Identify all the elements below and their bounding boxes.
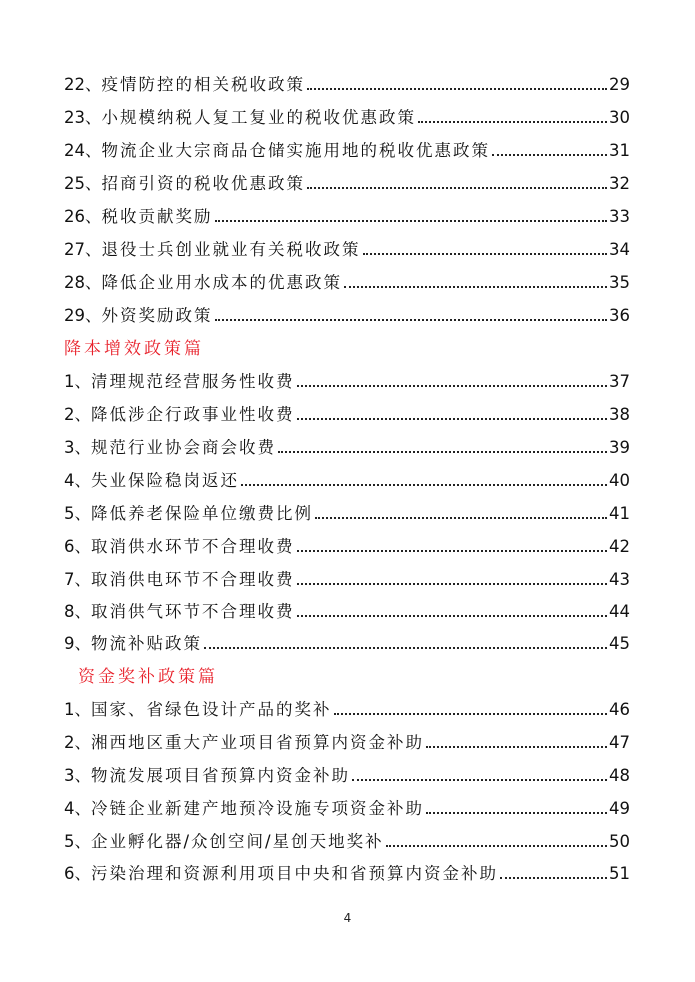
- entry-page: 32: [609, 174, 630, 193]
- dot-leader: [297, 418, 608, 420]
- entry-number: 3、: [64, 766, 91, 785]
- dot-leader: [426, 812, 607, 814]
- entry-title: 外资奖励政策: [101, 306, 213, 325]
- dot-leader: [297, 615, 608, 617]
- entry-page: 39: [609, 438, 630, 457]
- entry-number: 9、: [64, 634, 91, 653]
- entry-page: 40: [609, 471, 630, 490]
- toc-entry[interactable]: [64, 829, 630, 855]
- toc-entry[interactable]: [64, 303, 630, 329]
- entry-title: 国家、省绿色设计产品的奖补: [91, 700, 332, 719]
- entry-number: 1、: [64, 700, 91, 719]
- entry-title: 退役士兵创业就业有关税收政策: [101, 240, 361, 259]
- dot-leader: [418, 121, 607, 123]
- entry-title: 疫情防控的相关税收政策: [101, 75, 305, 94]
- entry-page: 44: [609, 602, 630, 621]
- dot-leader: [297, 583, 608, 585]
- entry-page: 50: [609, 832, 630, 851]
- entry-number: 27、: [64, 240, 102, 259]
- dot-leader: [307, 187, 607, 189]
- page-number: 4: [343, 911, 352, 925]
- entry-title: 小规模纳税人复工复业的税收优惠政策: [101, 108, 416, 127]
- toc-entry[interactable]: [64, 730, 630, 756]
- entry-number: 24、: [64, 141, 102, 160]
- entry-number: 2、: [64, 733, 91, 752]
- entry-title: 清理规范经营服务性收费: [91, 372, 295, 391]
- entry-page: 42: [609, 537, 630, 556]
- entry-number: 28、: [64, 273, 102, 292]
- dot-leader: [215, 220, 608, 222]
- entry-page: 47: [609, 733, 630, 752]
- entry-page: 29: [609, 75, 630, 94]
- entry-title: 降低养老保险单位缴费比例: [91, 504, 313, 523]
- dot-leader: [426, 746, 607, 748]
- entry-title: 失业保险稳岗返还: [91, 471, 239, 490]
- dot-leader: [363, 253, 608, 255]
- entry-title: 招商引资的税收优惠政策: [101, 174, 305, 193]
- entry-page: 48: [609, 766, 630, 785]
- dot-leader: [315, 517, 607, 519]
- toc-entry[interactable]: [64, 763, 630, 789]
- dot-leader: [297, 385, 608, 387]
- entry-number: 29、: [64, 306, 102, 325]
- entry-number: 8、: [64, 602, 91, 621]
- entry-number: 4、: [64, 471, 91, 490]
- entry-title: 税收贡献奖励: [101, 207, 213, 226]
- dot-leader: [297, 550, 608, 552]
- entry-number: 6、: [64, 537, 91, 556]
- dot-leader: [492, 154, 607, 156]
- toc-entry[interactable]: [64, 171, 630, 197]
- entry-title: 企业孵化器/众创空间/星创天地奖补: [91, 832, 384, 851]
- entry-title: 取消供气环节不合理收费: [91, 602, 295, 621]
- entry-title: 取消供电环节不合理收费: [91, 570, 295, 589]
- toc-entry[interactable]: [64, 534, 630, 560]
- toc-entry[interactable]: [64, 402, 630, 428]
- dot-leader: [241, 484, 607, 486]
- entry-number: 4、: [64, 799, 91, 818]
- entry-number: 26、: [64, 207, 102, 226]
- entry-number: 2、: [64, 405, 91, 424]
- entry-number: 5、: [64, 504, 91, 523]
- toc-entry[interactable]: [64, 631, 630, 657]
- entry-page: 37: [609, 372, 630, 391]
- entry-number: 25、: [64, 174, 102, 193]
- toc-entry[interactable]: [64, 237, 630, 263]
- dot-leader: [204, 647, 607, 649]
- toc-entry[interactable]: [64, 270, 630, 296]
- entry-title: 物流企业大宗商品仓储实施用地的税收优惠政策: [101, 141, 490, 160]
- entry-title: 湘西地区重大产业项目省预算内资金补助: [91, 733, 424, 752]
- toc-entry[interactable]: [64, 369, 630, 395]
- entry-title: 污染治理和资源利用项目中央和省预算内资金补助: [91, 864, 498, 883]
- entry-title: 降低涉企行政事业性收费: [91, 405, 295, 424]
- entry-page: 36: [609, 306, 630, 325]
- toc-entry[interactable]: [64, 204, 630, 230]
- entry-title: 冷链企业新建产地预冷设施专项资金补助: [91, 799, 424, 818]
- entry-title: 物流发展项目省预算内资金补助: [91, 766, 350, 785]
- entry-page: 35: [609, 273, 630, 292]
- toc-entry[interactable]: [64, 435, 630, 461]
- toc-entry[interactable]: [64, 796, 630, 822]
- entry-title: 取消供水环节不合理收费: [91, 537, 295, 556]
- entry-page: 49: [609, 799, 630, 818]
- dot-leader: [307, 88, 607, 90]
- dot-leader: [344, 286, 607, 288]
- entry-page: 46: [609, 700, 630, 719]
- entry-title: 降低企业用水成本的优惠政策: [101, 273, 342, 292]
- toc-entry[interactable]: [64, 697, 630, 723]
- toc-entry[interactable]: [64, 501, 630, 527]
- toc-entry[interactable]: [64, 599, 630, 625]
- entry-number: 22、: [64, 75, 102, 94]
- section-heading-funding-subsidies: 资金奖补政策篇: [78, 667, 218, 687]
- dot-leader: [500, 877, 607, 879]
- entry-page: 33: [609, 207, 630, 226]
- dot-leader: [386, 845, 607, 847]
- dot-leader: [352, 779, 607, 781]
- entry-page: 41: [609, 504, 630, 523]
- section-heading-cost-reduction: 降本增效政策篇: [64, 339, 204, 359]
- entry-number: 1、: [64, 372, 91, 391]
- entry-page: 31: [609, 141, 630, 160]
- entry-number: 23、: [64, 108, 102, 127]
- toc-entry[interactable]: [64, 72, 630, 98]
- toc-entry[interactable]: [64, 861, 630, 887]
- toc-entry[interactable]: [64, 468, 630, 494]
- toc-entry[interactable]: [64, 138, 630, 164]
- dot-leader: [278, 451, 607, 453]
- entry-page: 45: [609, 634, 630, 653]
- entry-page: 34: [609, 240, 630, 259]
- dot-leader: [215, 319, 608, 321]
- entry-page: 38: [609, 405, 630, 424]
- dot-leader: [334, 713, 608, 715]
- entry-page: 43: [609, 570, 630, 589]
- entry-page: 30: [609, 108, 630, 127]
- entry-number: 5、: [64, 832, 91, 851]
- toc-entry[interactable]: [64, 567, 630, 593]
- entry-number: 3、: [64, 438, 91, 457]
- entry-number: 7、: [64, 570, 91, 589]
- entry-number: 6、: [64, 864, 91, 883]
- entry-title: 物流补贴政策: [91, 634, 202, 653]
- toc-entry[interactable]: [64, 105, 630, 131]
- entry-title: 规范行业协会商会收费: [91, 438, 276, 457]
- entry-page: 51: [609, 864, 630, 883]
